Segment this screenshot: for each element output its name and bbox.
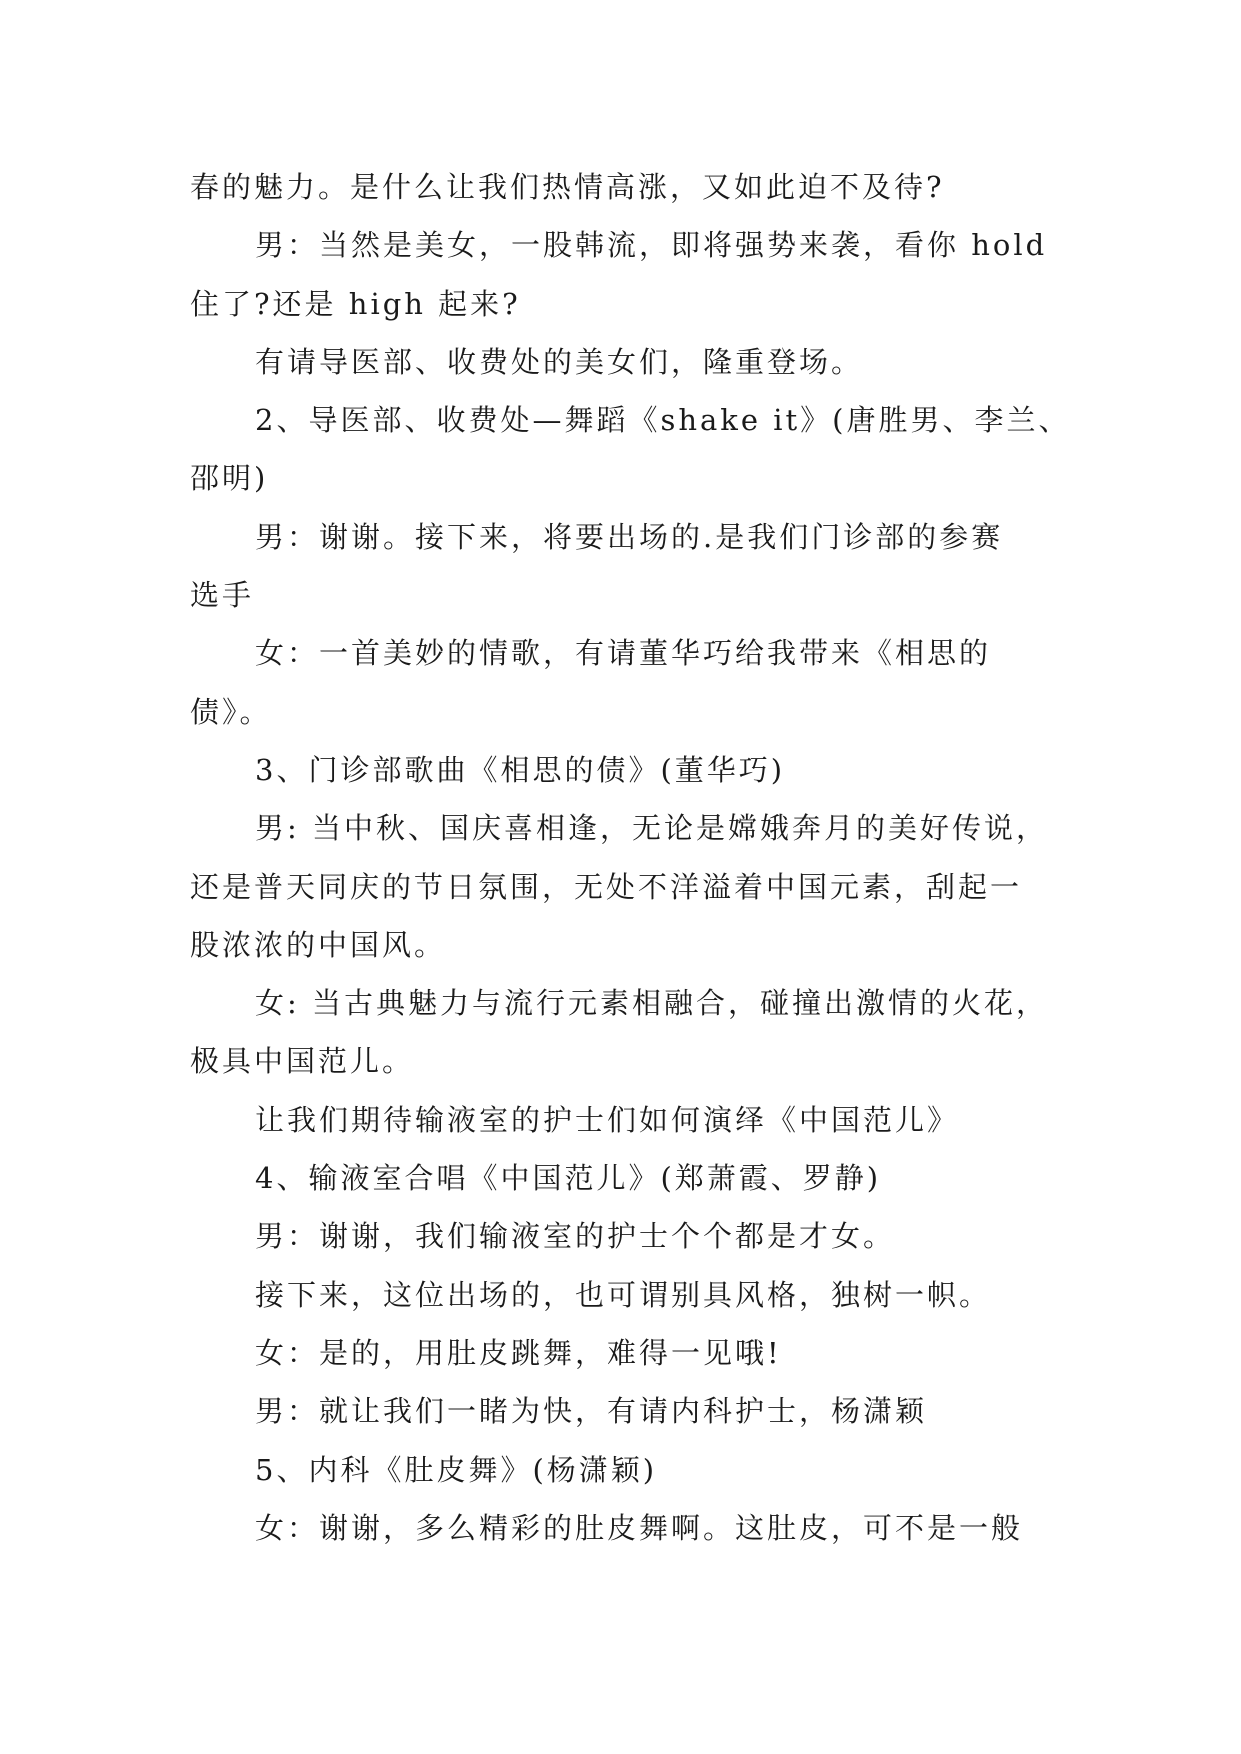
text-line: 股浓浓的中国风。 [190, 927, 447, 962]
text-line: 极具中国范儿。 [190, 1044, 415, 1079]
text-line: 接下来，这位出场的，也可谓别具风格，独树一帜。 [255, 1277, 992, 1312]
text-line: 债》。 [190, 694, 272, 729]
text-line: 4、输液室合唱《中国范儿》(郑萧霞、罗静) [255, 1161, 882, 1196]
text-line: 男: 当中秋、国庆喜相逢，无论是嫦娥奔月的美好传说， [255, 811, 1048, 846]
text-line: 女：一首美妙的情歌，有请董华巧给我带来《相思的 [255, 636, 992, 671]
text-line: 有请导医部、收费处的美女们，隆重登场。 [255, 344, 864, 379]
text-line: 选手 [190, 578, 255, 613]
text-line: 3、门诊部歌曲《相思的债》(董华巧) [255, 752, 786, 787]
text-line: 让我们期待输液室的护士们如何演绎《中国范儿》 [255, 1102, 960, 1137]
text-line: 男：就让我们一睹为快，有请内科护士，杨潇颖 [255, 1394, 928, 1429]
text-line: 还是普天同庆的节日氛围，无处不洋溢着中国元素，刮起一 [190, 869, 1023, 904]
text-line: 春的魅力。是什么让我们热情高涨，又如此迫不及待? [190, 170, 945, 204]
text-line: 女: 当古典魅力与流行元素相融合，碰撞出激情的火花， [255, 986, 1048, 1021]
text-line: 男：谢谢，我们输液室的护士个个都是才女。 [255, 1219, 896, 1254]
text-line: 邵明) [190, 461, 269, 496]
text-line: 女：是的，用肚皮跳舞，难得一见哦! [255, 1335, 782, 1370]
text-line: 2、导医部、收费处—舞蹈《shake it》(唐胜男、李兰、 [255, 403, 1071, 438]
text-line: 住了?还是 high 起来? [190, 286, 521, 321]
text-line: 女：谢谢，多么精彩的肚皮舞啊。这肚皮，可不是一般 [255, 1510, 1024, 1545]
text-line: 5、内科《肚皮舞》(杨潇颖) [255, 1452, 658, 1487]
document-page [190, 158, 1071, 1557]
text-line: 男：谢谢。接下来，将要出场的.是我们门诊部的参赛 [255, 519, 1004, 554]
text-line: 男：当然是美女，一股韩流，即将强势来袭，看你 hold [255, 228, 1048, 263]
